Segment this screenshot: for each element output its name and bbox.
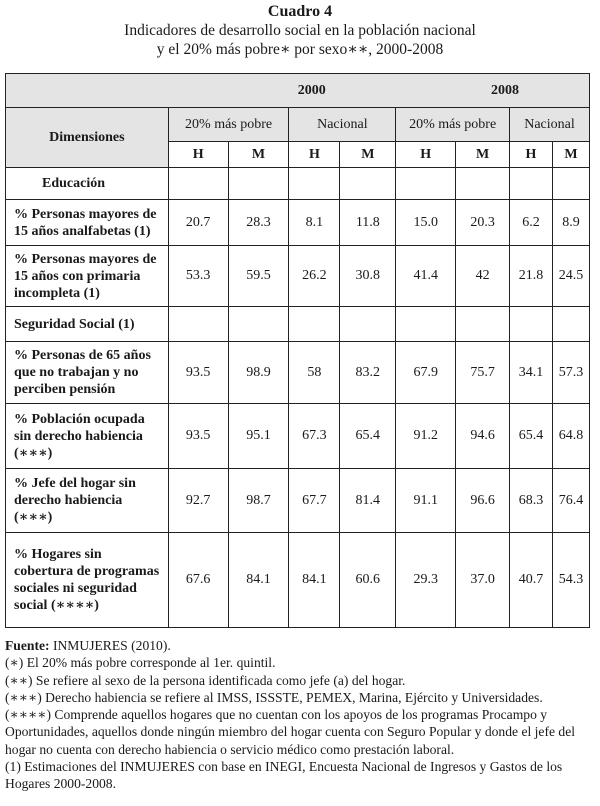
table-row [6, 246, 590, 307]
value-cell: 98.7 [228, 469, 289, 533]
group-header-row [6, 108, 590, 142]
value-cell: 34.1 [510, 342, 553, 404]
value-cell: 11.8 [340, 200, 396, 246]
value-cell: 98.9 [228, 342, 289, 404]
sex-header: M [456, 142, 510, 168]
dimensions-header: Dimensiones [6, 108, 169, 168]
caption-line-1: Indicadores de desarrollo social en la población nacional [124, 22, 476, 39]
row-label: % Jefe del hogar sin derecho habiencia (∗∗∗) [6, 469, 169, 533]
value-cell [228, 307, 289, 342]
footnote: (∗∗) Se refiere al sexo de la persona identificada como jefe (a) del hogar. [5, 672, 406, 688]
row-label: Educación [6, 168, 169, 200]
value-cell: 91.1 [396, 469, 456, 533]
value-cell [552, 307, 589, 342]
value-cell: 26.2 [289, 246, 340, 307]
value-cell [552, 168, 589, 200]
value-cell: 30.8 [340, 246, 396, 307]
value-cell: 58 [289, 342, 340, 404]
footnote: (∗∗∗) Derecho habiencia se refiere al IMSS, ISSSTE, PEMEX, Marina, Ejército y Universidades. [5, 689, 543, 705]
row-label: % Población ocupada sin derecho habiencia (∗∗∗) [6, 404, 169, 469]
caption-line-2: y el 20% más pobre∗ por sexo∗∗, 2000-2008 [156, 41, 444, 58]
value-cell [289, 168, 340, 200]
value-cell: 65.4 [510, 404, 553, 469]
table-caption [0, 2, 600, 59]
value-cell: 67.3 [289, 404, 340, 469]
value-cell: 41.4 [396, 246, 456, 307]
table-row [6, 342, 590, 404]
group-header: 20% más pobre [396, 108, 510, 142]
value-cell: 42 [456, 246, 510, 307]
group-header: 20% más pobre [168, 108, 289, 142]
value-cell: 75.7 [456, 342, 510, 404]
value-cell: 67.7 [289, 469, 340, 533]
sex-header: M [228, 142, 289, 168]
value-cell: 67.6 [168, 533, 228, 628]
row-label: % Personas mayores de 15 años con primaria incompleta (1) [6, 246, 169, 307]
value-cell: 15.0 [396, 200, 456, 246]
footnote: (∗) El 20% más pobre corresponde al 1er. quintil. [5, 655, 276, 671]
footnotes [5, 637, 595, 793]
footnote: (∗∗∗∗) Comprende aquellos hogares que no cuentan con los apoyos de los programas Procampo y Oportunidades, aquellos donde ningún miembro del hogar cuenta con Seguro Popular y donde el jefe del hogar no cuenta con derecho habiencia o servicio médico como prestación laboral. [5, 707, 576, 757]
value-cell [340, 168, 396, 200]
sex-header: H [168, 142, 228, 168]
sex-header: H [510, 142, 553, 168]
value-cell [456, 307, 510, 342]
year-header-row [6, 74, 590, 108]
source-text: INMUJERES (2010). [52, 638, 171, 653]
indicators-table [5, 73, 590, 628]
value-cell: 40.7 [510, 533, 553, 628]
table-row [6, 469, 590, 533]
group-header: Nacional [510, 108, 590, 142]
value-cell: 68.3 [510, 469, 553, 533]
value-cell [168, 307, 228, 342]
row-label: Seguridad Social (1) [6, 307, 169, 342]
value-cell: 95.1 [228, 404, 289, 469]
row-label: % Personas mayores de 15 años analfabetas (1) [6, 200, 169, 246]
source-label: Fuente: [5, 638, 50, 653]
value-cell: 60.6 [340, 533, 396, 628]
value-cell: 57.3 [552, 342, 589, 404]
section-row [6, 307, 590, 342]
section-row [6, 168, 590, 200]
value-cell: 29.3 [396, 533, 456, 628]
value-cell: 8.1 [289, 200, 340, 246]
value-cell: 20.3 [456, 200, 510, 246]
value-cell: 83.2 [340, 342, 396, 404]
value-cell [168, 168, 228, 200]
row-label: % Hogares sin cobertura de programas sociales ni seguridad social (∗∗∗∗) [6, 533, 169, 628]
caption-label: Cuadro 4 [267, 3, 333, 20]
value-cell [228, 168, 289, 200]
value-cell: 93.5 [168, 404, 228, 469]
table-row [6, 404, 590, 469]
table-row [6, 200, 590, 246]
value-cell [510, 307, 553, 342]
value-cell [510, 168, 553, 200]
value-cell: 6.2 [510, 200, 553, 246]
value-cell [289, 307, 340, 342]
row-label: % Personas de 65 años que no trabajan y no perciben pensión [6, 342, 169, 404]
sex-header: M [340, 142, 396, 168]
sex-header: M [552, 142, 589, 168]
value-cell: 94.6 [456, 404, 510, 469]
sex-header: H [289, 142, 340, 168]
value-cell: 53.3 [168, 246, 228, 307]
value-cell: 76.4 [552, 469, 589, 533]
footnote: (1) Estimaciones del INMUJERES con base en INEGI, Encuesta Nacional de Ingresos y Gastos de los Hogares 2000-2008. [5, 759, 563, 792]
value-cell: 93.5 [168, 342, 228, 404]
year-2000: 2000 [6, 74, 396, 108]
value-cell: 20.7 [168, 200, 228, 246]
table-row [6, 533, 590, 628]
value-cell: 92.7 [168, 469, 228, 533]
value-cell: 91.2 [396, 404, 456, 469]
value-cell: 67.9 [396, 342, 456, 404]
value-cell: 64.8 [552, 404, 589, 469]
value-cell: 37.0 [456, 533, 510, 628]
value-cell: 81.4 [340, 469, 396, 533]
value-cell: 54.3 [552, 533, 589, 628]
value-cell [396, 168, 456, 200]
year-2008: 2008 [396, 74, 590, 108]
value-cell [456, 168, 510, 200]
value-cell: 21.8 [510, 246, 553, 307]
value-cell: 96.6 [456, 469, 510, 533]
value-cell: 8.9 [552, 200, 589, 246]
value-cell: 59.5 [228, 246, 289, 307]
value-cell: 24.5 [552, 246, 589, 307]
value-cell: 65.4 [340, 404, 396, 469]
value-cell: 84.1 [289, 533, 340, 628]
group-header: Nacional [289, 108, 396, 142]
value-cell: 84.1 [228, 533, 289, 628]
value-cell [396, 307, 456, 342]
sex-header: H [396, 142, 456, 168]
source-note [5, 637, 595, 654]
value-cell [340, 307, 396, 342]
value-cell: 28.3 [228, 200, 289, 246]
